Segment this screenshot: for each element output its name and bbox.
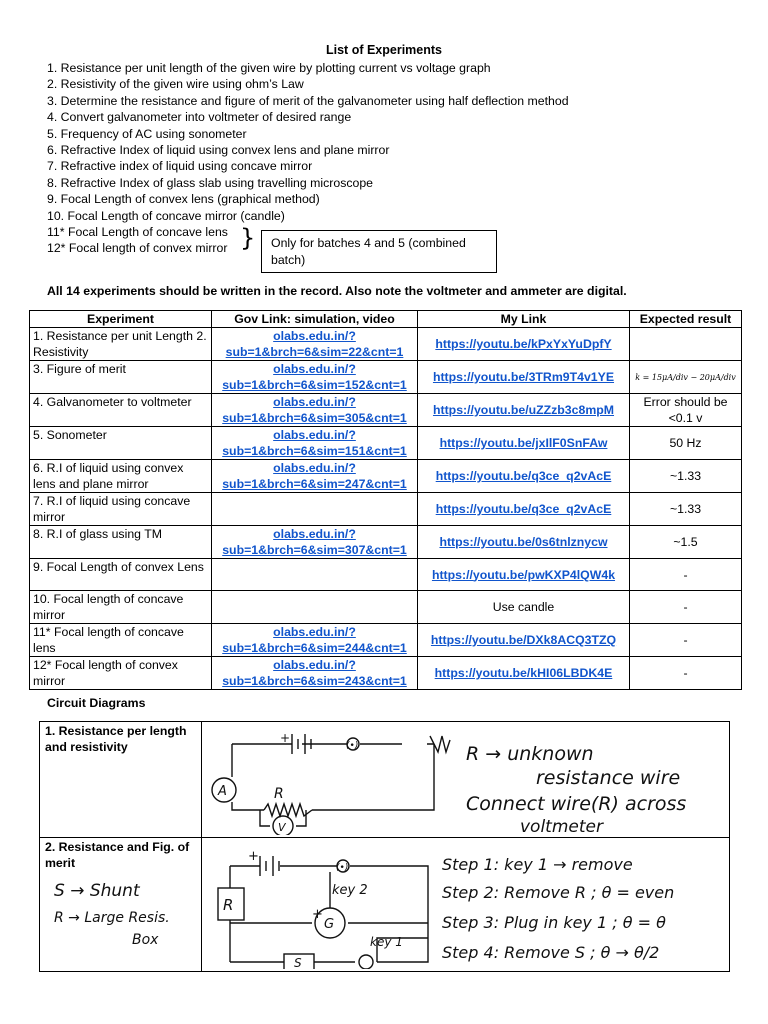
ammeter-label: A [218, 784, 227, 799]
key2-label: key 2 [332, 883, 368, 898]
svg-text:+: + [312, 907, 323, 922]
record-note: All 14 experiments should be written in the record. Also note the voltmeter and ammeter are digital. [47, 284, 627, 298]
handwritten-note: Step 1: key 1 → remove [442, 855, 633, 874]
expected-result: ~1.33 [630, 493, 742, 526]
table-row [30, 361, 742, 394]
gov-link [212, 493, 418, 526]
handwritten-note: R → unknown [466, 743, 594, 765]
table-row [30, 493, 742, 526]
handwritten-note: R → Large Resis. [54, 910, 170, 926]
my-link[interactable]: https://youtu.be/pwKXP4lQW4k [418, 559, 630, 591]
figure-of-merit-range: k = 15μA/div − 20μA/div [635, 372, 736, 382]
list-item: 11* Focal Length of concave lens [47, 225, 228, 240]
list-item: 6. Refractive Index of liquid using convex lens and plane mirror [47, 143, 390, 158]
batch-note-box: Only for batches 4 and 5 (combined batch) [261, 230, 497, 273]
list-item: 8. Refractive Index of glass slab using travelling microscope [47, 175, 374, 190]
my-link[interactable]: https://youtu.be/jxIlF0SnFAw [418, 427, 630, 460]
key1-label: key 1 [370, 935, 403, 949]
experiment-cell: 9. Focal Length of convex Lens [30, 559, 212, 591]
circuit-diagrams-title: Circuit Diagrams [47, 696, 146, 710]
gov-link[interactable]: olabs.edu.in/?sub=1&brch=6&sim=244&cnt=1 [212, 624, 418, 657]
list-item: 5. Frequency of AC using sonometer [47, 126, 247, 141]
list-item: 9. Focal Length of convex lens (graphical method) [47, 192, 320, 207]
table-header-row [30, 311, 742, 328]
my-link[interactable]: https://youtu.be/0s6tnlznycw [418, 526, 630, 559]
shunt-notes [40, 872, 200, 962]
gov-link[interactable]: olabs.edu.in/?sub=1&brch=6&sim=305&cnt=1 [212, 394, 418, 427]
handwritten-note: Step 4: Remove S ; θ → θ/2 [442, 943, 660, 962]
gov-link [212, 591, 418, 624]
column-header: Experiment [30, 311, 212, 328]
handwritten-note: resistance wire [536, 767, 681, 789]
table-row [30, 559, 742, 591]
expected-result: - [630, 591, 742, 624]
voltmeter-label: V [278, 821, 286, 834]
column-header: Expected result [630, 311, 742, 328]
circuit-row [40, 838, 730, 972]
expected-result: - [630, 657, 742, 690]
list-item: 7. Refractive index of liquid using concave mirror [47, 159, 313, 174]
experiment-cell: 6. R.I of liquid using convex lens and plane mirror [30, 460, 212, 493]
list-item: 2. Resistivity of the given wire using ohm’s Law [47, 77, 304, 92]
key-label: (•) [346, 741, 359, 751]
handwritten-note: S → Shunt [54, 881, 140, 901]
experiment-cell: 5. Sonometer [30, 427, 212, 460]
expected-result: - [630, 559, 742, 591]
expected-result: ~1.33 [630, 460, 742, 493]
handwritten-note: Step 3: Plug in key 1 ; θ = θ [442, 913, 666, 932]
experiment-cell: 4. Galvanometer to voltmeter [30, 394, 212, 427]
svg-text:+: + [280, 731, 291, 745]
my-link[interactable]: https://youtu.be/kHI06LBDK4E [418, 657, 630, 690]
handwritten-note: Step 2: Remove R ; θ = even [442, 883, 675, 902]
my-link[interactable]: https://youtu.be/DXk8ACQ3TZQ [418, 624, 630, 657]
experiment-cell: 1. Resistance per unit Length 2. Resistivity [30, 328, 212, 361]
experiment-list [47, 60, 569, 257]
column-header: Gov Link: simulation, video [212, 311, 418, 328]
resistor-label: R [274, 786, 284, 802]
table-row [30, 657, 742, 690]
handwritten-note: Connect wire(R) across [466, 793, 687, 815]
gov-link [212, 559, 418, 591]
resistor-label: R [223, 896, 234, 914]
gov-link[interactable]: olabs.edu.in/?sub=1&brch=6&sim=307&cnt=1 [212, 526, 418, 559]
circuit-label: 1. Resistance per length and resistivity [45, 724, 187, 754]
experiment-cell: 11* Focal length of concave lens [30, 624, 212, 657]
list-item: 10. Focal Length of concave mirror (candle) [47, 208, 285, 223]
table-row [30, 328, 742, 361]
galvanometer-label: G [324, 917, 335, 932]
table-row [30, 526, 742, 559]
experiment-cell: 12* Focal length of convex mirror [30, 657, 212, 690]
list-item: 4. Convert galvanometer into voltmeter of desired range [47, 110, 352, 125]
experiment-cell: 8. R.I of glass using TM [30, 526, 212, 559]
svg-text:+: + [248, 849, 259, 864]
circuit-diagram-1 [202, 722, 728, 835]
shunt-label: S [294, 956, 302, 969]
gov-link[interactable]: olabs.edu.in/?sub=1&brch=6&sim=243&cnt=1 [212, 657, 418, 690]
circuit-table [39, 721, 730, 972]
list-item: 1. Resistance per unit length of the given wire by plotting current vs voltage graph [47, 61, 491, 75]
gov-link[interactable]: olabs.edu.in/?sub=1&brch=6&sim=152&cnt=1 [212, 361, 418, 394]
experiment-cell: 10. Focal length of concave mirror [30, 591, 212, 624]
experiment-cell: 7. R.I of liquid using concave mirror [30, 493, 212, 526]
my-link[interactable]: https://youtu.be/q3ce_q2vAcE [418, 493, 630, 526]
column-header: My Link [418, 311, 630, 328]
handwritten-note: voltmeter [520, 817, 603, 835]
expected-result: Error should be <0.1 v [630, 394, 742, 427]
circuit-diagram-2 [202, 838, 728, 969]
experiments-table [29, 310, 742, 690]
expected-result: 50 Hz [630, 427, 742, 460]
handwritten-note: Box [132, 932, 159, 948]
key-label: (•) [336, 863, 349, 873]
gov-link[interactable]: olabs.edu.in/?sub=1&brch=6&sim=151&cnt=1 [212, 427, 418, 460]
circuit-label: 2. Resistance and Fig. of merit [45, 840, 190, 870]
expected-result [630, 328, 742, 361]
table-row [30, 460, 742, 493]
table-row [30, 394, 742, 427]
my-link[interactable]: https://youtu.be/kPxYxYuDpfY [418, 328, 630, 361]
table-row [30, 427, 742, 460]
list-item: 3. Determine the resistance and figure of merit of the galvanometer using half deflection method [47, 93, 569, 108]
list-item: 12* Focal length of convex mirror [47, 241, 228, 256]
my-link[interactable]: https://youtu.be/3TRm9T4v1YE [418, 361, 630, 394]
experiment-cell: 3. Figure of merit [30, 361, 212, 394]
circuit-row [40, 722, 730, 838]
my-link: Use candle [418, 591, 630, 624]
gov-link[interactable]: olabs.edu.in/?sub=1&brch=6&sim=22&cnt=1 [212, 328, 418, 361]
expected-result [630, 361, 742, 394]
table-row [30, 624, 742, 657]
table-row [30, 591, 742, 624]
brace-icon: } [240, 224, 256, 252]
gov-link[interactable]: olabs.edu.in/?sub=1&brch=6&sim=247&cnt=1 [212, 460, 418, 493]
expected-result: ~1.5 [630, 526, 742, 559]
expected-result: - [630, 624, 742, 657]
my-link[interactable]: https://youtu.be/uZZzb3c8mpM [418, 394, 630, 427]
page-title: List of Experiments [326, 43, 442, 57]
my-link[interactable]: https://youtu.be/q3ce_q2vAcE [418, 460, 630, 493]
